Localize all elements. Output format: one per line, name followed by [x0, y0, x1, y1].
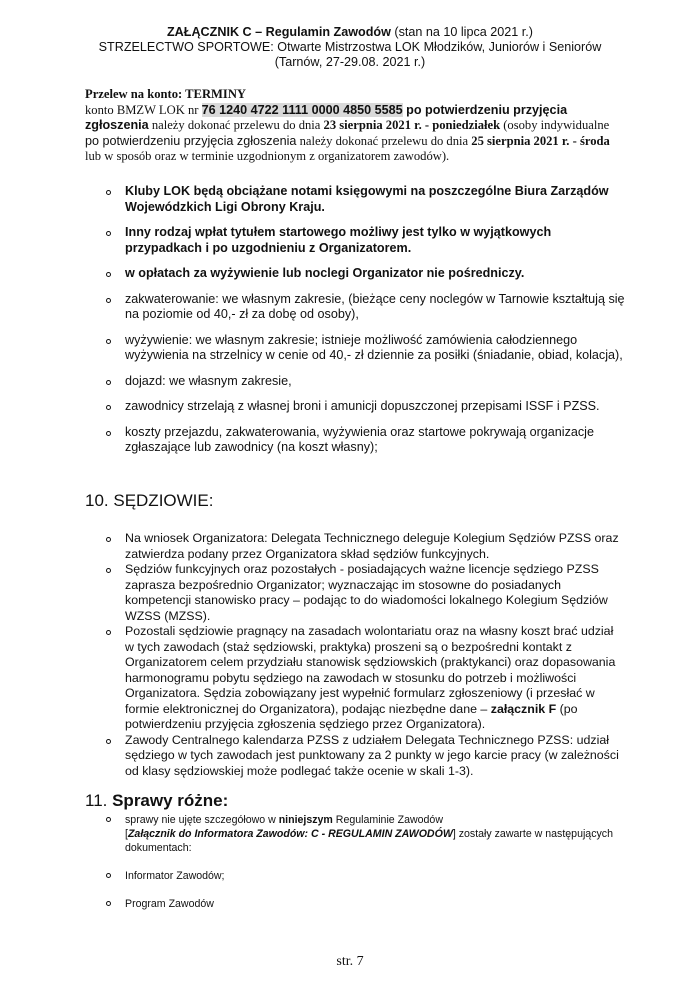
misc-list: [125, 813, 625, 911]
misc-heading: 11. Sprawy różne:: [85, 791, 229, 810]
list-item: dojazd: we własnym zakresie,: [125, 374, 625, 390]
bullet-icon: [106, 380, 111, 385]
list-item: Pozostali sędziowie pragnący na zasadach wolontariatu oraz na własny koszt brać udział w tych zawodach (staż sędziowski, praktyka) proszeni są o bezpośredni kontakt z Organizatorem celem przydziału stanowisk sędziowskich (praktykanci) oraz dopasowania harmonogramu pobytu sędziego na zawodach w stosunku do potrzeb i możliwości Organizatora. Sędzia zobowiązany jest wypełnić formularz zgłoszeniowy (i przesłać w formie elektronicznej do Organizatora), podając niezbędne dane – załącznik F (po potwierdzeniu przyjęcia zgłoszenia sędziego przez Organizatora).: [125, 624, 625, 733]
bullet-icon: [106, 630, 111, 635]
bank-account-number: 76 1240 4722 1111 0000 4850 5585: [201, 102, 403, 117]
list-item: zakwaterowanie: we własnym zakresie, (bieżące ceny noclegów w Tarnowie kształtują się na poziomie od 40,- zł za dobę od osoby),: [125, 292, 625, 323]
list-item: Kluby LOK będą obciążane notami księgowymi na poszczególne Biura Zarządów Wojewódzkich Ligi Obrony Kraju.: [125, 184, 625, 215]
judges-heading: 10. SĘDZIOWIE:: [85, 491, 214, 510]
bullet-icon: [106, 901, 111, 906]
header-line-1: ZAŁĄCZNIK C – Regulamin Zawodów (stan na 10 lipca 2021 r.): [166, 25, 533, 39]
document-header: [0, 25, 700, 70]
bullet-icon: [106, 190, 111, 195]
list-item: koszty przejazdu, zakwaterowania, wyżywienia oraz startowe pokrywają organizacje zgłaszające lub zawodnicy (na koszt własny);: [125, 425, 625, 456]
header-line-2: STRZELECTWO SPORTOWE: Otwarte Mistrzostwa LOK Młodzików, Juniorów i Seniorów: [98, 40, 602, 54]
list-item: wyżywienie: we własnym zakresie; istnieje możliwość zamówienia całodziennego wyżywienia na strzelnicy w cenie od 40,- zł dziennie za posiłki (śniadanie, obiad, kolacja),: [125, 333, 625, 364]
list-item: Informator Zawodów;: [125, 869, 625, 883]
bullet-icon: [106, 873, 111, 878]
list-item: Na wniosek Organizatora: Delegata Technicznego deleguje Kolegium Sędziów PZSS oraz zatwierdza podany przez Organizatora skład sędziów funkcyjnych.: [125, 531, 625, 562]
bullet-icon: [106, 431, 111, 436]
fees-list: [125, 184, 625, 456]
list-item: Sędziów funkcyjnych oraz pozostałych - posiadających ważne licencje sędziego PZSS zaprasza bezpośrednio Organizator; wyznaczając im stosowne do posiadanych kompetencji stanowisko pracy – podając to do wiadomości lokalnego Kolegium Sędziów WZSS (MZSS).: [125, 562, 625, 624]
list-item: sprawy nie ujęte szczegółowo w niniejszym Regulaminie Zawodów [Załącznik do Informatora Zawodów: C - REGULAMIN ZAWODÓW] zostały zawarte w następujących dokumentach:: [125, 813, 625, 855]
bullet-icon: [106, 817, 111, 822]
page-number: str. 7: [336, 954, 364, 969]
bullet-icon: [106, 405, 111, 410]
bullet-icon: [106, 272, 111, 277]
bullet-icon: [106, 568, 111, 573]
transfer-paragraph: konto BMZW LOK nr 76 1240 4722 1111 0000 4850 5585 po potwierdzeniu przyjęcia zgłoszenia należy dokonać przelewu do dnia 23 sierpnia 2021 r. - poniedziałek (osoby indywidualne po potwierdzeniu przyjęcia zgłoszenia należy dokonać przelewu do dnia 25 sierpnia 2021 r. - środa lub w sposób oraz w terminie uzgodnionym z organizatorem zawodów).: [85, 102, 610, 163]
bullet-icon: [106, 231, 111, 236]
header-line-3: (Tarnów, 27-29.08. 2021 r.): [274, 55, 426, 69]
bullet-icon: [106, 537, 111, 542]
list-item: w opłatach za wyżywienie lub noclegi Organizator nie pośredniczy.: [125, 266, 625, 282]
bullet-icon: [106, 339, 111, 344]
bullet-icon: [106, 739, 111, 744]
list-item: Program Zawodów: [125, 897, 625, 911]
bullet-icon: [106, 298, 111, 303]
list-item: Zawody Centralnego kalendarza PZSS z udziałem Delegata Technicznego PZSS: udział sędziego w tych zawodach jest punktowany za 2 punkty w jego karcie pracy (w zależności od klasy sędziowskiej może podlegać także ocenie w skali 1-3).: [125, 733, 625, 780]
transfer-title: Przelew na konto: TERMINY: [85, 87, 247, 101]
list-item: zawodnicy strzelają z własnej broni i amunicji dopuszczonej przepisami ISSF i PZSS.: [125, 399, 625, 415]
list-item: Inny rodzaj wpłat tytułem startowego możliwy jest tylko w wyjątkowych przypadkach i po uzgodnieniu z Organizatorem.: [125, 225, 625, 256]
transfer-section: [85, 87, 625, 165]
judges-list: [125, 531, 625, 779]
